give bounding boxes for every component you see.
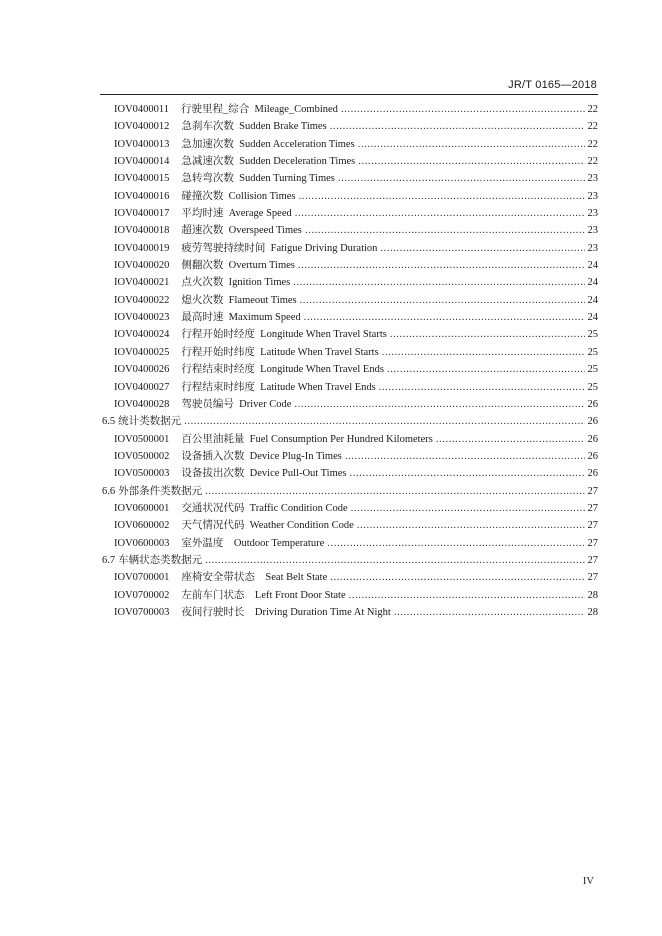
dot-leader [327,538,584,549]
toc-entry-code: IOV0600001 [114,502,170,514]
toc-page-number: 27 [587,537,598,549]
toc-entry[interactable] [100,396,598,413]
dot-leader [330,572,584,583]
toc-entry-code: IOV0500002 [114,450,170,462]
toc-entry[interactable] [100,292,598,309]
toc-title: 最高时速 Maximum Speed [181,312,301,324]
toc-page-number: 23 [587,173,598,185]
table-of-contents [100,101,598,621]
toc-title: 熄火次数 Flameout Times [181,294,297,306]
toc-entry-code: IOV0400021 [114,277,170,289]
toc-entry-code: IOV0400022 [114,294,170,306]
dot-leader [338,173,585,184]
toc-page-number: 24 [587,277,598,289]
toc-title: 疲劳驾驶持续时间 Fatigue Driving Duration [181,242,378,254]
dot-leader [345,451,585,462]
toc-page-number: 27 [587,554,598,566]
toc-title: 急加速次数 Sudden Acceleration Times [181,138,355,150]
dot-leader [436,434,585,445]
toc-page-number: 28 [587,589,598,601]
toc-entry[interactable] [100,101,598,118]
dot-leader [350,468,585,479]
toc-title: 外部条件类数据元 [118,485,203,497]
toc-entry[interactable] [100,309,598,326]
dot-leader [300,295,585,306]
page-number: IV [582,876,594,887]
dot-leader [295,208,585,219]
toc-page-number: 27 [587,572,598,584]
toc-page-number: 26 [587,468,598,480]
dot-leader [358,156,584,167]
dot-leader [357,520,585,531]
toc-entry-code: IOV0400019 [114,242,170,254]
toc-entry[interactable] [100,535,598,552]
toc-entry-code: IOV0400011 [114,104,170,115]
toc-title: 座椅安全带状态 Seat Belt State [181,572,328,584]
toc-title: 统计类数据元 [118,416,182,428]
dot-leader [341,104,585,115]
dot-leader [379,382,585,393]
toc-entry-code: IOV0500001 [114,433,170,445]
dot-leader [387,364,585,375]
toc-entry-code: IOV0400026 [114,364,170,376]
toc-page-number: 24 [587,294,598,306]
toc-section[interactable] [100,413,598,430]
dot-leader [394,607,585,618]
dot-leader [330,121,585,132]
toc-page-number: 26 [587,450,598,462]
header-rule [100,94,598,95]
toc-entry-code: IOV0400024 [114,329,170,341]
toc-entry[interactable] [100,170,598,187]
toc-page-number: 24 [587,312,598,324]
dot-leader [358,139,585,150]
toc-entry-code: IOV0700002 [114,589,170,601]
toc-entry-code: IOV0700001 [114,572,170,584]
toc-entry-code: IOV0400017 [114,208,170,220]
toc-entry-code: IOV0700003 [114,606,170,618]
dot-leader [293,277,584,288]
toc-entry[interactable] [100,274,598,291]
toc-title: 行程结束时经度 Longitude When Travel Ends [181,364,384,376]
toc-title: 行程结束时纬度 Latitude When Travel Ends [181,381,376,393]
toc-page-number: 22 [587,104,598,115]
toc-title: 行程开始时经度 Longitude When Travel Starts [181,329,387,341]
toc-entry[interactable] [100,587,598,604]
toc-entry[interactable] [100,379,598,396]
dot-leader [304,312,585,323]
toc-page-number: 22 [587,121,598,133]
dot-leader [294,399,584,410]
toc-entry-code: IOV0400014 [114,156,170,168]
dot-leader [298,260,585,271]
toc-title: 交通状况代码 Traffic Condition Code [181,502,348,514]
toc-page-number: 27 [587,485,598,497]
toc-entry[interactable] [100,153,598,170]
toc-title: 室外温度 Outdoor Temperature [181,537,325,549]
toc-entry[interactable] [100,326,598,343]
toc-title: 超速次数 Overspeed Times [181,225,302,237]
toc-entry[interactable] [100,448,598,465]
toc-section[interactable] [100,552,598,569]
toc-entry[interactable] [100,188,598,205]
toc-section-number: 6.6 [102,485,116,497]
toc-page-number: 26 [587,433,598,445]
toc-entry-code: IOV0400023 [114,312,170,324]
toc-page-number: 23 [587,225,598,237]
toc-page-number: 24 [587,260,598,272]
toc-title: 点火次数 Ignition Times [181,277,291,289]
dot-leader [349,590,585,601]
dot-leader [351,503,585,514]
toc-entry[interactable] [100,431,598,448]
toc-page-number: 23 [587,242,598,254]
toc-entry-code: IOV0400027 [114,381,170,393]
toc-section-number: 6.7 [102,554,116,566]
toc-title: 急转弯次数 Sudden Turning Times [181,173,335,185]
dot-leader [205,555,584,566]
toc-section-number: 6.5 [102,416,116,428]
toc-entry[interactable] [100,344,598,361]
toc-title: 驾驶员编号 Driver Code [181,398,292,410]
toc-entry-code: IOV0500003 [114,468,170,480]
toc-entry-code: IOV0400028 [114,398,170,410]
toc-entry-code: IOV0400016 [114,190,170,202]
toc-page-number: 26 [587,416,598,428]
dot-leader [380,243,584,254]
toc-page-number: 26 [587,398,598,410]
toc-entry[interactable] [100,136,598,153]
toc-title: 行驶里程_综合 Mileage_Combined [181,104,338,115]
toc-page-number: 23 [587,190,598,202]
toc-page-number: 23 [587,208,598,220]
toc-page-number: 25 [587,346,598,358]
dot-leader [299,191,585,202]
toc-entry[interactable] [100,569,598,586]
toc-entry[interactable] [100,517,598,534]
toc-page-number: 22 [587,156,598,168]
dot-leader [184,416,584,427]
toc-entry[interactable] [100,500,598,517]
toc-title: 夜间行驶时长 Driving Duration Time At Night [181,606,391,618]
toc-page-number: 28 [587,606,598,618]
dot-leader [390,329,585,340]
toc-title: 急减速次数 Sudden Deceleration Times [181,156,356,168]
toc-entry[interactable] [100,240,598,257]
toc-entry-code: IOV0400015 [114,173,170,185]
toc-page-number: 22 [587,138,598,150]
toc-entry[interactable] [100,257,598,274]
toc-entry[interactable] [100,361,598,378]
toc-title: 百公里油耗量 Fuel Consumption Per Hundred Kilometers [181,433,433,445]
toc-entry-code: IOV0400025 [114,346,170,358]
toc-entry-code: IOV0600002 [114,520,170,532]
toc-title: 平均时速 Average Speed [181,208,292,220]
toc-title: 左前车门状态 Left Front Door State [181,589,346,601]
toc-entry-code: IOV0400018 [114,225,170,237]
toc-title: 设备插入次数 Device Plug-In Times [181,450,342,462]
toc-title: 设备拔出次数 Device Pull-Out Times [181,468,347,480]
dot-leader [305,225,585,236]
toc-page-number: 25 [587,329,598,341]
toc-title: 侧翻次数 Overturn Times [181,260,295,272]
toc-entry[interactable] [100,465,598,482]
toc-title: 碰撞次数 Collision Times [181,190,296,202]
toc-page-number: 25 [587,364,598,376]
toc-title: 急刹车次数 Sudden Brake Times [181,121,327,133]
dot-leader [205,486,584,497]
toc-entry[interactable] [100,118,598,135]
toc-title: 天气情况代码 Weather Condition Code [181,520,354,532]
toc-entry[interactable] [100,205,598,222]
toc-entry-code: IOV0600003 [114,537,170,549]
toc-entry[interactable] [100,604,598,621]
toc-title: 行程开始时纬度 Latitude When Travel Starts [181,346,379,358]
toc-entry[interactable] [100,222,598,239]
toc-page-number: 27 [587,502,598,514]
toc-page-number: 27 [587,520,598,532]
toc-title: 车辆状态类数据元 [118,554,203,566]
document-standard-id: JR/T 0165—2018 [508,79,597,91]
toc-entry-code: IOV0400020 [114,260,170,272]
toc-page-number: 25 [587,381,598,393]
toc-section[interactable] [100,483,598,500]
toc-entry-code: IOV0400012 [114,121,170,133]
dot-leader [382,347,585,358]
toc-entry-code: IOV0400013 [114,138,170,150]
